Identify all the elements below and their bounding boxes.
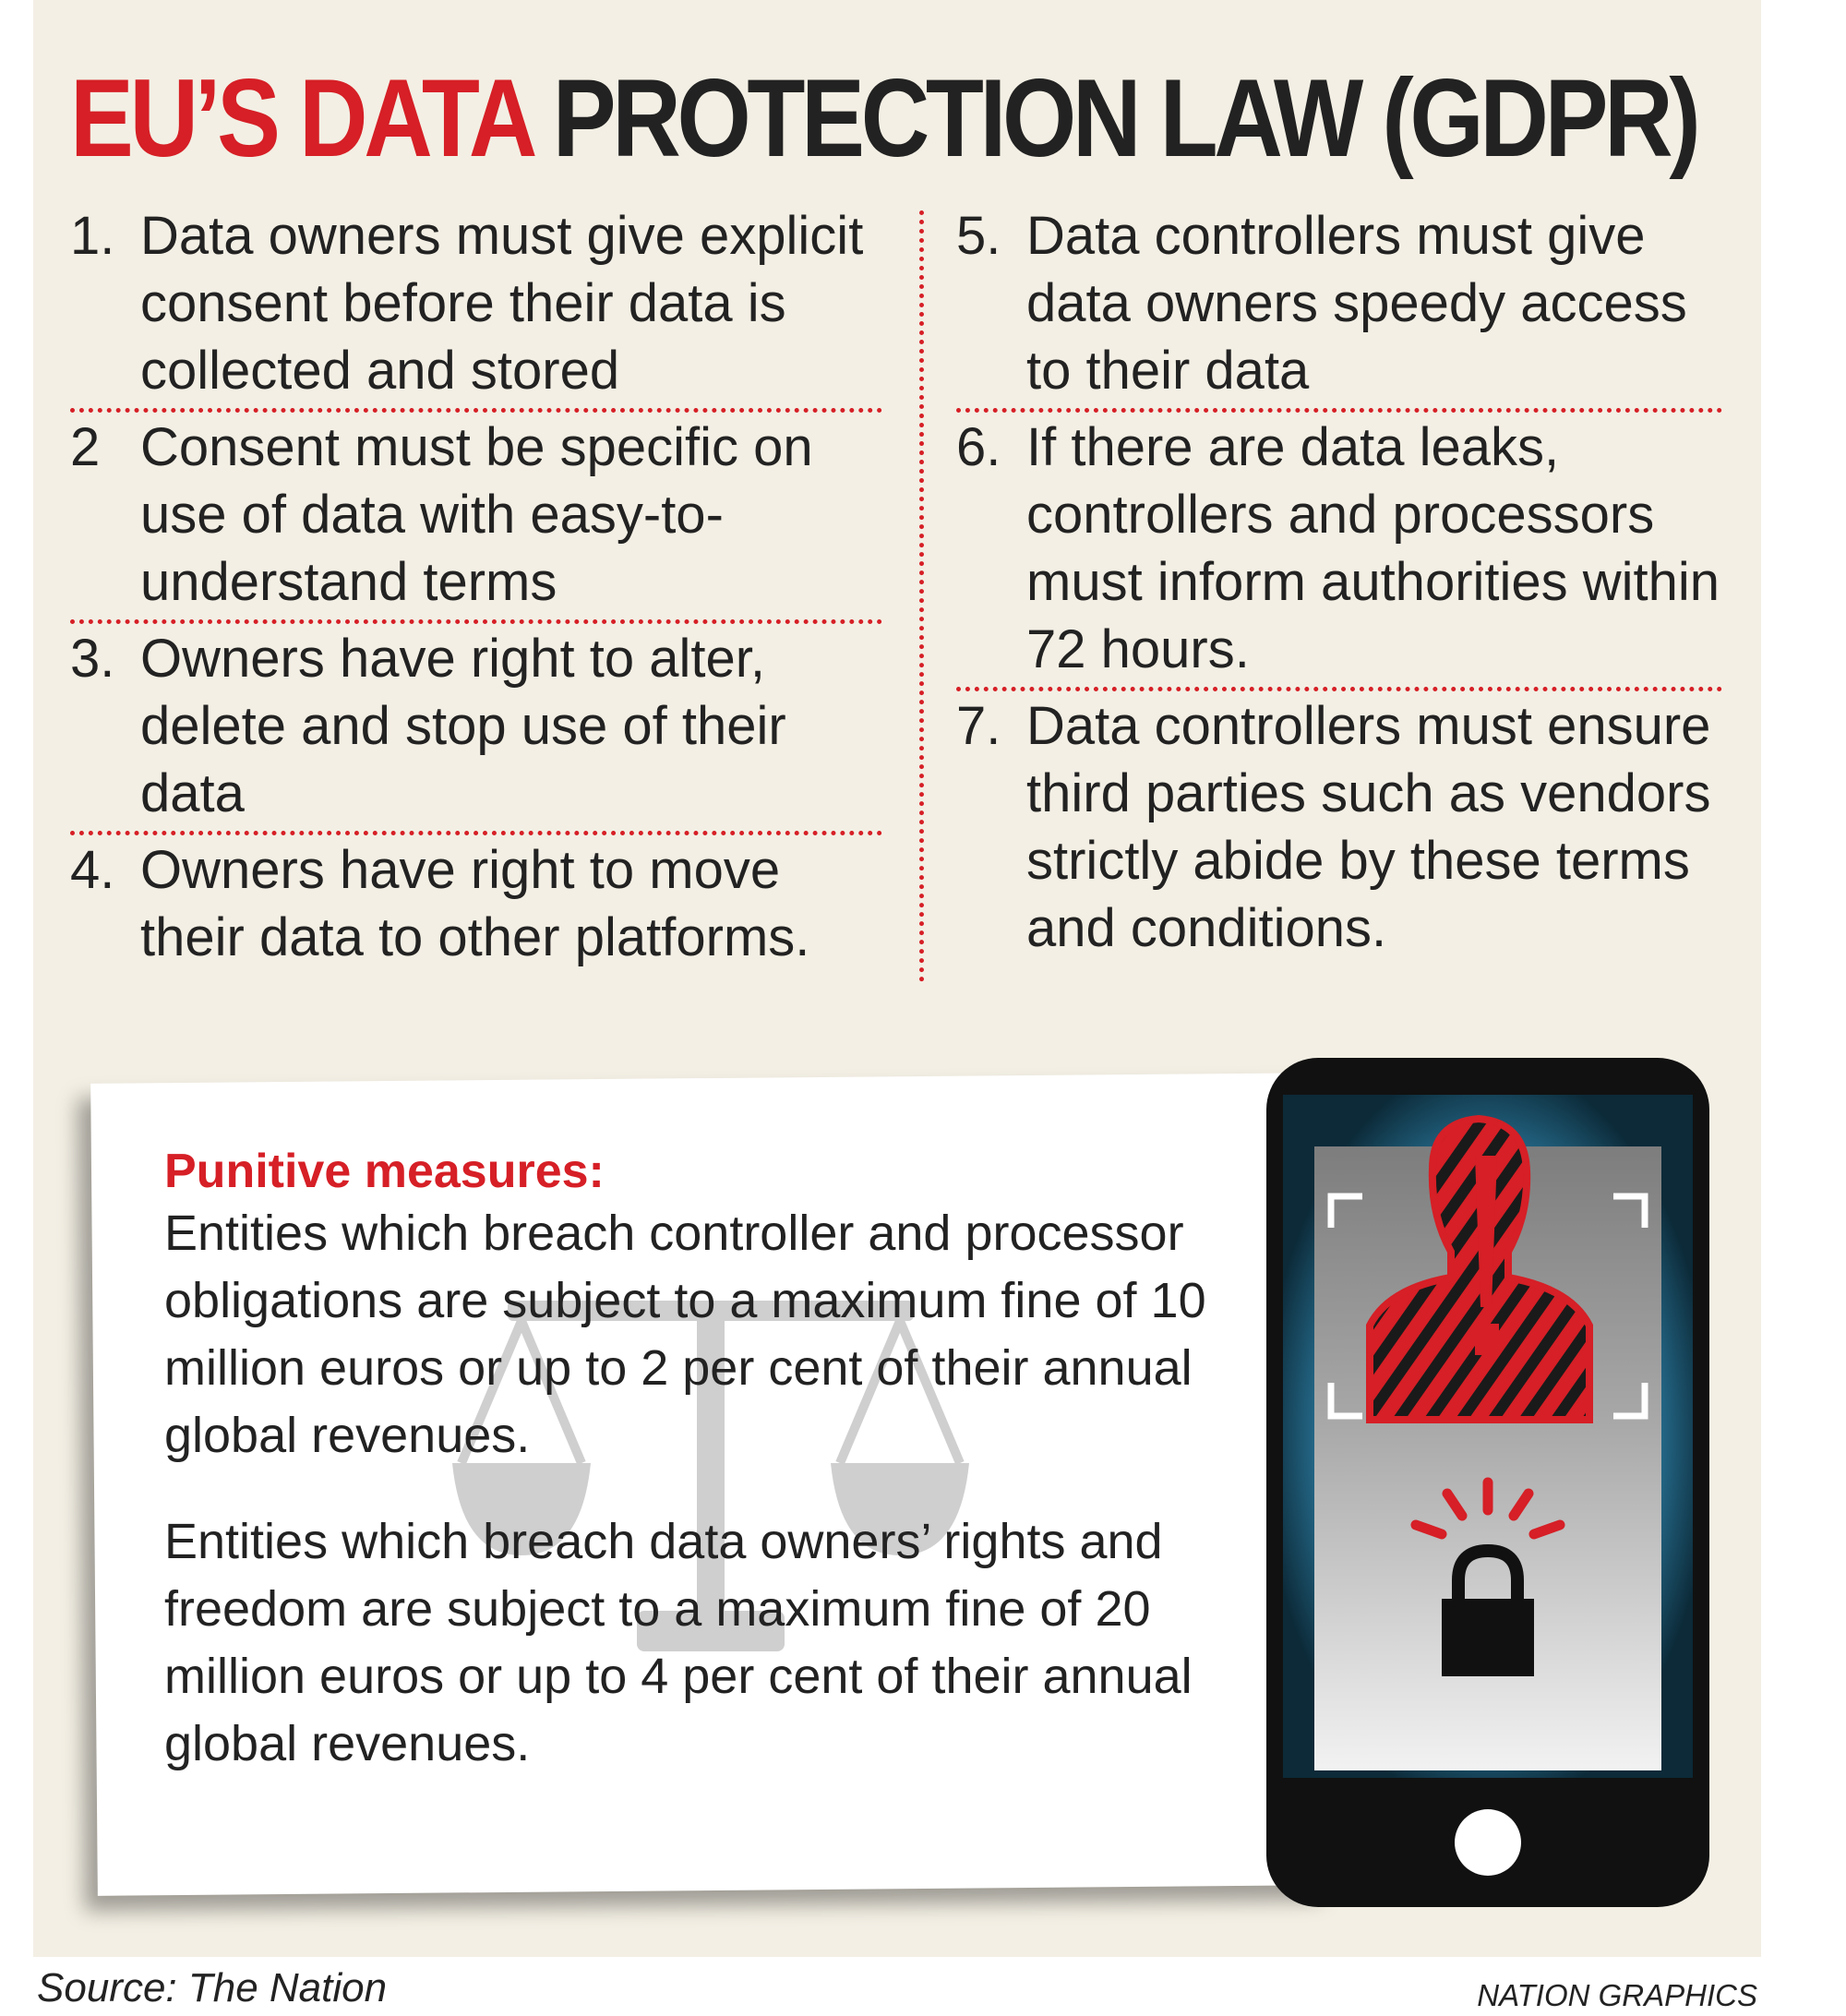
title-rest: PROTECTION LAW (GDPR) xyxy=(552,56,1697,180)
punitive-text xyxy=(164,1143,1272,1778)
rule-item-7 xyxy=(956,691,1722,966)
column-divider xyxy=(919,210,924,982)
punitive-paragraph-1: Entities which breach controller and processor obligations are subject to a maximum fine of 10 million euros or up to 2 per cent of their annual global revenues. xyxy=(164,1206,1206,1463)
rule-number: 2 xyxy=(70,417,101,477)
rule-item-1 xyxy=(70,201,882,413)
rule-number: 1. xyxy=(70,206,115,266)
graphics-credit: NATION GRAPHICS xyxy=(1477,1978,1757,2012)
rules-right-column xyxy=(956,201,1722,966)
title-highlight: EU’S DATA xyxy=(70,56,531,180)
home-button xyxy=(1455,1809,1521,1876)
punitive-paragraph-2: Entities which breach data owners’ rights and freedom are subject to a maximum fine of 20 million euros or up to 4 per cent of their annual global revenues. xyxy=(164,1514,1193,1771)
rule-number: 4. xyxy=(70,840,115,900)
rule-item-4 xyxy=(70,835,882,975)
rule-number: 3. xyxy=(70,629,115,689)
rule-text: Owners have right to alter, delete and stop use of their data xyxy=(140,629,786,823)
rule-number: 5. xyxy=(956,206,1001,266)
rule-item-6 xyxy=(956,413,1722,691)
rule-text: Consent must be specific on use of data with easy-to-understand terms xyxy=(140,417,813,612)
rule-item-3 xyxy=(70,624,882,835)
rule-text: Data controllers must ensure third parties such as vendors strictly abide by these terms and conditions. xyxy=(1026,696,1711,958)
source-line: Source: The Nation xyxy=(37,1965,388,2010)
smartphone-icon xyxy=(1266,1058,1709,1907)
rule-item-5 xyxy=(956,201,1722,413)
rules-left-column xyxy=(70,201,882,975)
rule-text: Owners have right to move their data to other platforms. xyxy=(140,840,810,967)
rule-text: Data controllers must give data owners speedy access to their data xyxy=(1026,206,1687,401)
rule-number: 7. xyxy=(956,696,1001,756)
rule-text: If there are data leaks, controllers and processors must inform authorities within 72 hours. xyxy=(1026,417,1720,679)
page-title xyxy=(70,54,1697,183)
punitive-heading: Punitive measures: xyxy=(164,1145,605,1198)
rule-text: Data owners must give explicit consent before their data is collected and stored xyxy=(140,206,864,401)
rule-item-2 xyxy=(70,413,882,624)
rule-number: 6. xyxy=(956,417,1001,477)
